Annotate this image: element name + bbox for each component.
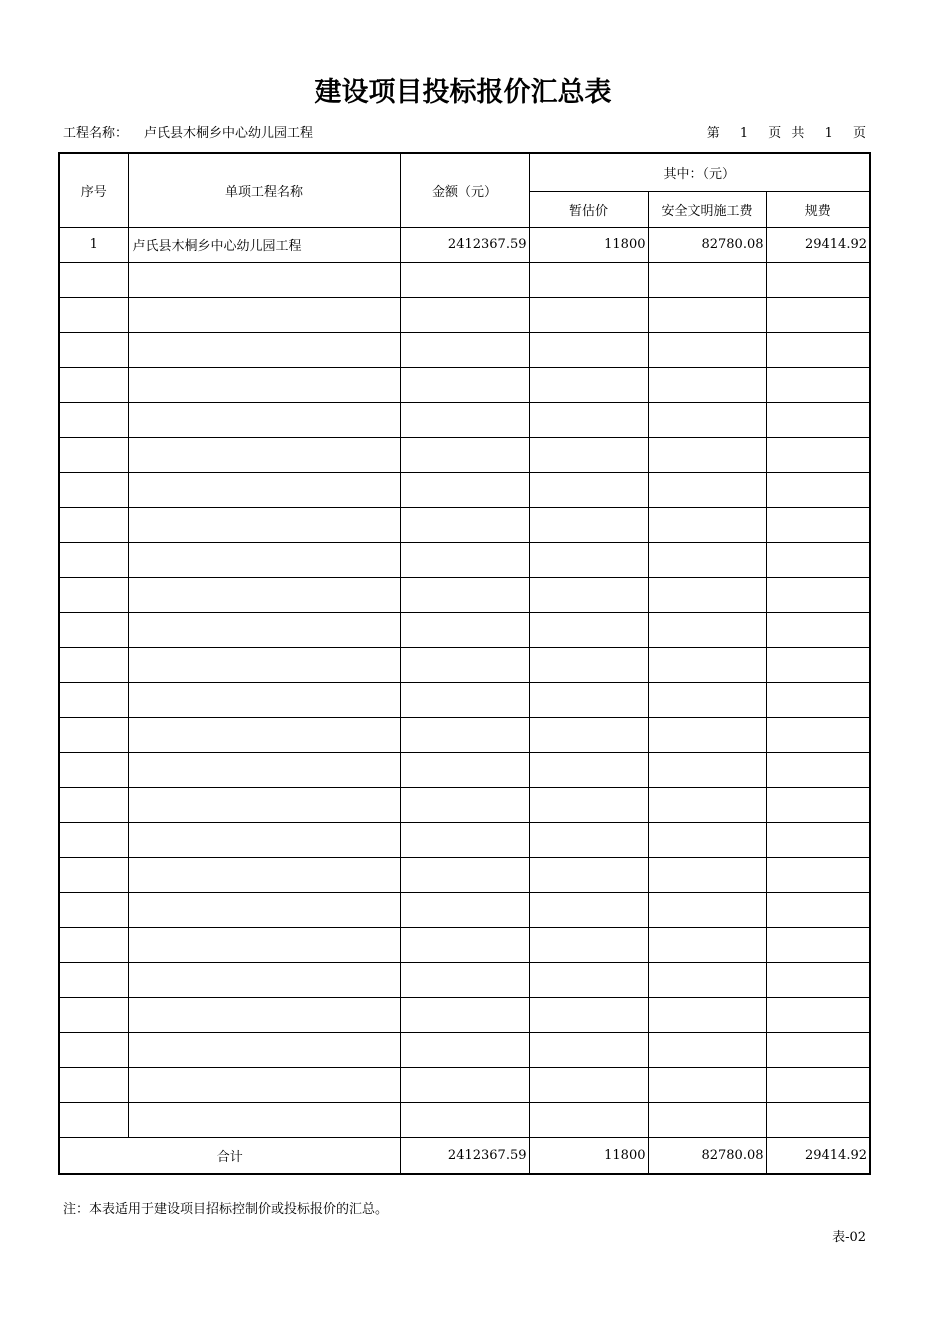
cell-name [128,507,400,542]
cell-seq [59,857,128,892]
cell-seq: 1 [59,227,128,262]
cell-provisional [529,297,648,332]
header-row-1 [59,153,870,191]
cell-safety [648,962,766,997]
cell-fees [766,647,870,682]
table-row [59,892,870,927]
cell-amount [400,752,529,787]
header-fees: 规费 [766,191,870,227]
cell-amount [400,822,529,857]
cell-provisional [529,437,648,472]
table-row [59,507,870,542]
table-row [59,857,870,892]
cell-seq [59,332,128,367]
document-title: 建设项目投标报价汇总表 [314,77,612,108]
cell-name [128,892,400,927]
cell-amount [400,472,529,507]
cell-seq [59,962,128,997]
cell-safety [648,752,766,787]
cell-name [128,577,400,612]
cell-provisional [529,542,648,577]
cell-provisional [529,682,648,717]
cell-safety [648,542,766,577]
cell-fees [766,577,870,612]
cell-seq [59,472,128,507]
header-safety: 安全文明施工费 [648,191,766,227]
cell-amount [400,857,529,892]
cell-safety [648,1102,766,1137]
table-row [59,577,870,612]
cell-seq [59,647,128,682]
cell-name [128,297,400,332]
table-row [59,717,870,752]
cell-seq [59,542,128,577]
cell-fees [766,682,870,717]
cell-name [128,262,400,297]
total-row [59,1137,870,1174]
table-row [59,682,870,717]
cell-amount [400,577,529,612]
table-row [59,822,870,857]
cell-amount [400,962,529,997]
cell-seq [59,892,128,927]
page-di: 第 [706,126,720,141]
table-row [59,647,870,682]
cell-name [128,857,400,892]
cell-amount [400,612,529,647]
cell-fees [766,507,870,542]
header-name: 单项工程名称 [128,153,400,227]
cell-amount [400,717,529,752]
total-provisional: 11800 [529,1137,648,1174]
cell-name [128,927,400,962]
cell-seq [59,577,128,612]
cell-seq [59,507,128,542]
cell-safety [648,787,766,822]
cell-provisional [529,997,648,1032]
cell-provisional [529,612,648,647]
cell-fees [766,1032,870,1067]
table-row [59,752,870,787]
cell-seq [59,262,128,297]
cell-safety: 82780.08 [648,227,766,262]
cell-safety [648,612,766,647]
cell-amount [400,892,529,927]
cell-fees [766,962,870,997]
page-current: 1 [739,126,749,141]
cell-fees [766,787,870,822]
cell-provisional: 11800 [529,227,648,262]
table-row [59,402,870,437]
cell-seq [59,402,128,437]
table-row [59,997,870,1032]
cell-name [128,1102,400,1137]
cell-amount [400,542,529,577]
cell-amount [400,647,529,682]
cell-seq [59,1102,128,1137]
project-label: 工程名称： [63,126,129,141]
table-row [59,787,870,822]
cell-seq [59,717,128,752]
cell-provisional [529,892,648,927]
cell-provisional [529,507,648,542]
cell-provisional [529,857,648,892]
cell-safety [648,297,766,332]
cell-provisional [529,577,648,612]
cell-seq [59,1067,128,1102]
cell-amount [400,507,529,542]
cell-name [128,752,400,787]
table-row [59,472,870,507]
cell-provisional [529,472,648,507]
cell-name [128,997,400,1032]
cell-fees [766,472,870,507]
cell-name [128,367,400,402]
table-row [59,542,870,577]
cell-amount [400,927,529,962]
cell-safety [648,402,766,437]
table-row [59,927,870,962]
cell-amount [400,262,529,297]
cell-provisional [529,717,648,752]
cell-name [128,822,400,857]
cell-amount [400,437,529,472]
cell-fees [766,717,870,752]
cell-provisional [529,962,648,997]
cell-fees [766,857,870,892]
cell-fees [766,262,870,297]
cell-amount [400,1032,529,1067]
cell-provisional [529,822,648,857]
cell-fees [766,367,870,402]
cell-safety [648,857,766,892]
page-total: 1 [824,126,833,141]
cell-safety [648,892,766,927]
table-row [59,612,870,647]
cell-fees [766,297,870,332]
cell-name [128,787,400,822]
cell-amount [400,997,529,1032]
cell-name [128,682,400,717]
table-row [59,227,870,262]
project-name: 卢氏县木桐乡中心幼儿园工程 [144,126,314,141]
cell-seq [59,437,128,472]
cell-seq [59,752,128,787]
cell-safety [648,1067,766,1102]
cell-provisional [529,402,648,437]
table-row [59,1032,870,1067]
cell-seq [59,997,128,1032]
cell-name [128,437,400,472]
cell-provisional [529,367,648,402]
cell-seq [59,787,128,822]
cell-name [128,1067,400,1102]
cell-amount [400,402,529,437]
cell-safety [648,577,766,612]
table-row [59,1102,870,1137]
cell-provisional [529,332,648,367]
cell-safety [648,997,766,1032]
cell-amount [400,297,529,332]
total-label: 合计 [59,1137,400,1174]
cell-provisional [529,927,648,962]
cell-name [128,1032,400,1067]
table-row [59,297,870,332]
cell-fees [766,542,870,577]
cell-amount [400,332,529,367]
cell-fees [766,402,870,437]
cell-safety [648,717,766,752]
cell-safety [648,682,766,717]
cell-safety [648,437,766,472]
table-row [59,437,870,472]
cell-fees [766,332,870,367]
page-indicator [707,122,866,141]
cell-name [128,612,400,647]
header-amount: 金额（元） [400,153,529,227]
cell-amount [400,682,529,717]
header-of-which: 其中：（元） [529,153,870,191]
cell-seq [59,682,128,717]
cell-safety [648,472,766,507]
cell-seq [59,1032,128,1067]
cell-fees [766,997,870,1032]
cell-safety [648,927,766,962]
cell-provisional [529,1067,648,1102]
page-ye-gong: 页 共 [768,126,805,141]
cell-safety [648,262,766,297]
cell-fees [766,1067,870,1102]
total-amount: 2412367.59 [400,1137,529,1174]
cell-provisional [529,1032,648,1067]
cell-name [128,717,400,752]
total-fees: 29414.92 [766,1137,870,1174]
cell-amount [400,1102,529,1137]
cell-provisional [529,1102,648,1137]
cell-seq [59,612,128,647]
page-ye: 页 [852,126,866,141]
total-safety: 82780.08 [648,1137,766,1174]
cell-amount [400,367,529,402]
footnote: 注：本表适用于建设项目招标控制价或投标报价的汇总。 [63,1202,389,1217]
cell-fees [766,822,870,857]
cell-name [128,647,400,682]
cell-seq [59,822,128,857]
cell-safety [648,332,766,367]
cell-safety [648,822,766,857]
header-provisional: 暂估价 [529,191,648,227]
cell-name [128,542,400,577]
cell-name [128,472,400,507]
cell-fees [766,437,870,472]
cell-seq [59,367,128,402]
cell-fees: 29414.92 [766,227,870,262]
cell-provisional [529,262,648,297]
cell-fees [766,927,870,962]
header-seq: 序号 [59,153,128,227]
project-name-line [63,122,313,141]
cell-name [128,962,400,997]
cell-fees [766,752,870,787]
cell-fees [766,892,870,927]
table-row [59,962,870,997]
table-row [59,367,870,402]
cell-seq [59,927,128,962]
cell-safety [648,1032,766,1067]
cell-provisional [529,787,648,822]
cell-safety [648,507,766,542]
cell-safety [648,647,766,682]
cell-provisional [529,752,648,787]
table-row [59,332,870,367]
table-row [59,1067,870,1102]
summary-table [58,152,871,1175]
cell-name [128,402,400,437]
table-code: 表-02 [832,1230,866,1245]
cell-safety [648,367,766,402]
cell-name [128,332,400,367]
cell-fees [766,1102,870,1137]
cell-provisional [529,647,648,682]
cell-amount [400,787,529,822]
table-row [59,262,870,297]
cell-amount: 2412367.59 [400,227,529,262]
cell-seq [59,297,128,332]
cell-fees [766,612,870,647]
cell-amount [400,1067,529,1102]
cell-name: 卢氏县木桐乡中心幼儿园工程 [128,227,400,262]
